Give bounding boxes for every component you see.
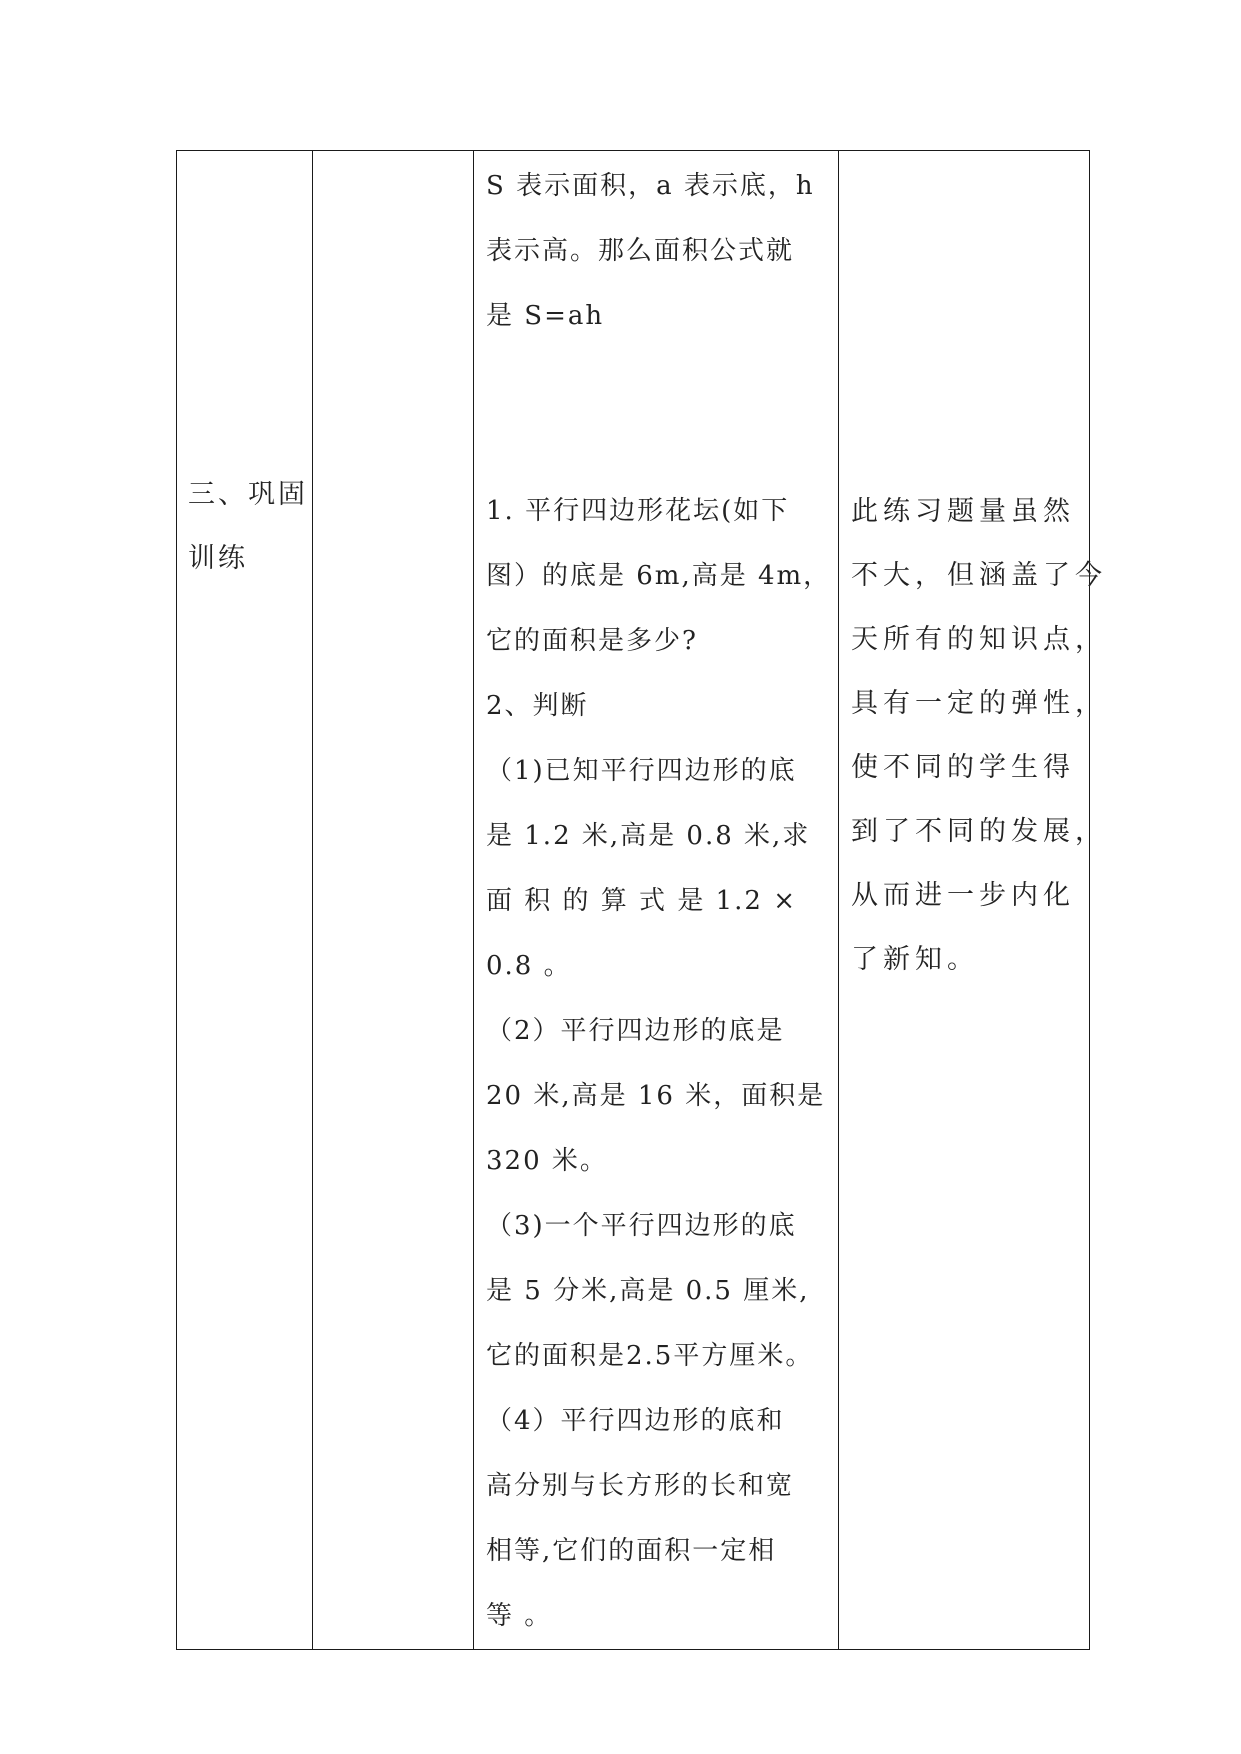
blank-line (486, 349, 830, 414)
judgement-1-line: 是 1.2 米,高是 0.8 米,求 (486, 821, 811, 851)
note-line: 从而进一步内化 (851, 880, 1075, 911)
note-line: 不大，但涵盖了今 (851, 560, 1107, 591)
note-line: 天所有的知识点， (851, 624, 1107, 655)
judgement-1-line: 0.8 。 (486, 951, 572, 981)
stage-label: 三、巩固训练 (188, 479, 308, 574)
content-line: S 表示面积，a 表示底，h (486, 171, 815, 201)
judgement-2-line: 20 米,高是 16 米，面积是 (486, 1081, 826, 1111)
method-cell (313, 151, 474, 1650)
design-intent-cell (839, 151, 1107, 1650)
note-line: 此练习题量虽然 (851, 496, 1075, 527)
content-line: 是 S=ah (486, 301, 605, 331)
judgement-3-line: 是 5 分米,高是 0.5 厘米, (486, 1276, 810, 1306)
content-line: 表示高。那么面积公式就 (486, 236, 795, 266)
exercise-1-line: 它的面积是多少? (486, 626, 698, 656)
stage-cell (177, 151, 313, 1650)
note-line: 具有一定的弹性， (851, 688, 1107, 719)
exercise-1-line: 1. 平行四边形花坛(如下 (486, 496, 790, 526)
lesson-plan-table (176, 150, 1107, 1650)
blank-line (486, 414, 830, 479)
judgement-4-line: 高分别与长方形的长和宽 (486, 1471, 795, 1501)
judgement-1-line: （1)已知平行四边形的底 (486, 756, 797, 786)
judgement-4-line: （4）平行四边形的底和 (486, 1406, 785, 1436)
judgement-3-line: 它的面积是2.5平方厘米。 (486, 1341, 814, 1371)
judgement-3-line: （3)一个平行四边形的底 (486, 1211, 797, 1241)
table-row (177, 151, 1090, 1650)
judgement-1-line: 面 积 的 算 式 是 1.2 × (486, 886, 797, 916)
exercise-2-heading: 2、判断 (486, 691, 589, 721)
exercise-1-line: 图）的底是 6m,高是 4m， (486, 561, 832, 591)
note-line: 到了不同的发展， (851, 816, 1107, 847)
judgement-2-line: （2）平行四边形的底是 (486, 1016, 785, 1046)
note-line: 了新知。 (851, 944, 979, 975)
content-cell (474, 151, 839, 1650)
judgement-4-line: 相等,它们的面积一定相 (486, 1536, 777, 1566)
judgement-2-line: 320 米。 (486, 1146, 608, 1176)
design-intent-text (851, 480, 1107, 992)
note-line: 使不同的学生得 (851, 752, 1075, 783)
judgement-4-line: 等 。 (486, 1601, 553, 1631)
